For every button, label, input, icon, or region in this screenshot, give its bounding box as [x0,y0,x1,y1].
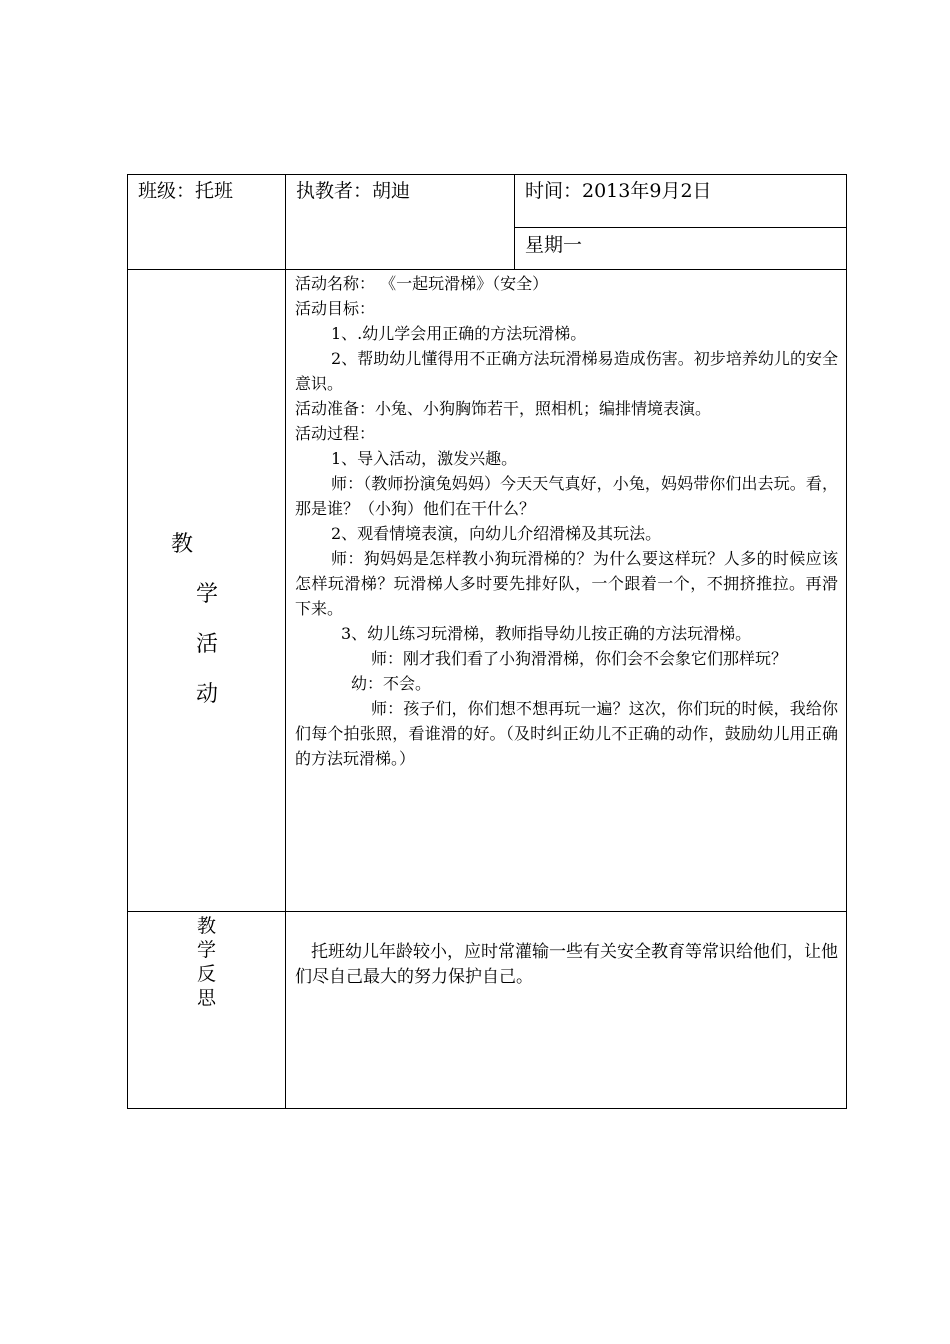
process-text: 师：（教师扮演兔妈妈）今天天气真好，小兔，妈妈带你们出去玩。看，那是谁？（小狗）他们在干什么？ [295,474,838,518]
reflection-row [128,912,847,1109]
reflection-label-cell [128,912,286,1109]
process-step: 2、观看情境表演，向幼儿介绍滑梯及其玩法。 [331,524,662,543]
activity-label-char: 学 [196,582,219,607]
process-text: 幼：不会。 [351,674,432,693]
reflection-label-char: 反 [196,963,216,985]
reflection-text: 托班幼儿年龄较小，应时常灌输一些有关安全教育等常识给他们，让他们尽自己最大的努力保护自己。 [295,942,838,987]
activity-label-cell [128,270,286,912]
process-text: 师：孩子们，你们想不想再玩一遍？这次，你们玩的时候，我给你们每个拍张照，看谁滑的好。（及时纠正幼儿不正确的动作，鼓励幼儿用正确的方法玩滑梯。） [295,699,838,768]
reflection-label-char: 思 [196,987,216,1009]
process-title: 活动过程： [295,424,376,443]
weekday-cell: 星期一 [515,228,847,270]
process-step: 3、幼儿练习玩滑梯，教师指导幼儿按正确的方法玩滑梯。 [341,624,752,643]
lesson-plan-table [127,174,847,1109]
header-row [128,175,847,228]
activity-name: 活动名称： 《一起玩滑梯》（安全） [295,274,549,293]
goal-item: 1、.幼儿学会用正确的方法玩滑梯。 [331,324,587,343]
time-cell: 时间：2013年9月2日 [515,175,847,228]
teacher-cell: 执教者：胡迪 [286,175,515,270]
activity-row [128,270,847,912]
goals-title: 活动目标： [295,299,376,318]
activity-label-char: 动 [196,682,219,707]
process-text: 师：狗妈妈是怎样教小狗玩滑梯的？为什么要这样玩？人多的时候应该怎样玩滑梯？玩滑梯人多时要先排好队，一个跟着一个，不拥挤推拉。再滑下来。 [295,549,838,618]
goal-item: 2、帮助幼儿懂得用不正确方法玩滑梯易造成伤害。初步培养幼儿的安全意识。 [295,349,838,393]
activity-content [286,270,847,912]
preparation: 活动准备：小兔、小狗胸饰若干，照相机；编排情境表演。 [295,399,712,418]
activity-label-char: 活 [196,632,219,657]
reflection-label-char: 教 [196,915,216,937]
reflection-content [286,912,847,1109]
process-step: 1、导入活动，激发兴趣。 [331,449,518,468]
reflection-label-char: 学 [196,939,216,961]
class-cell: 班级：托班 [128,175,286,270]
activity-label-char: 教 [171,532,194,557]
process-text: 师：刚才我们看了小狗滑滑梯，你们会不会象它们那样玩？ [371,649,788,668]
